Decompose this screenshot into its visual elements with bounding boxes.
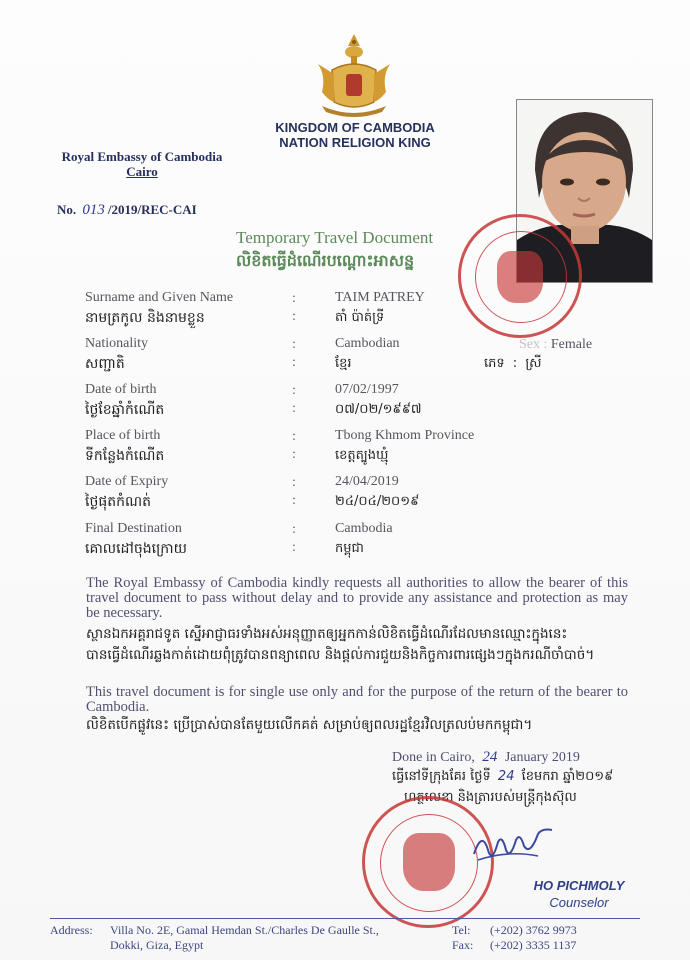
handwritten-day: 24 [482,749,498,765]
done-in-line-kh: ធ្វើនៅទីក្រុងគែរ ថ្ងៃទី 24 ខែមករា ឆ្នាំ២០១៩ [392,769,614,784]
motto-heading: NATION RELIGION KING [279,135,431,150]
address-line2: Dokki, Giza, Egypt [110,938,204,952]
embassy-name: Royal Embassy of Cambodia [61,149,223,164]
travel-document-page: KINGDOM OF CAMBODIA NATION RELIGION KING Royal Embassy of Cambodia Cairo No. 013 /2019/REC-CAI Temporary Travel Document លិខិតធ្វើដំណើរបណ្ដោះអាសន្ន Surname and Given Name នាមត្រកូល និងនាមខ្លួន : : TAIM PATREY តាំ ប៉ាត់ទ្រី Nationality សញ្ជាតិ : : Cambodian ខ្មែរ Sex : Female ភេទ : ស្រី Date of birth ថ្ងៃខែឆ្នាំកំណើត : : 07/02/1997 ០៧/០២/១៩៩៧ Place of birth ទីកន្លែងកំណើត : : Tbong Khmom Province ខេត្តត្បូងឃ្មុំ Date of Expiry ថ្ងៃផុតកំណត់ : : 24/04/2019 ២៤/០៤/២០១៩ Final Destination គោលដៅចុងក្រោយ : : Cambodia កម្ពុជា The Royal Embassy of Cambodia kindly requests all authorities to allow the bearer of this travel document to pass without delay and to provide any assistance and protection as may be necessary. ស្ថានឯកអគ្គរាជទូត ស្នើអាជ្ញាធរទាំងអស់អនុញ្ញាតឲ្យអ្នកកាន់លិខិតធ្វើដំណើរដែលមានឈ្មោះក្នុងនេះ បានធ្វើដំណើរឆ្លងកាត់ដោយពុំត្រូវបានពន្យាពេល និងផ្ដល់ការជួយនិងកិច្ចការពារផ្សេងៗក្នុងករណីចាំបាច់។ This travel document is for single use only and for the purpose of the return of the bearer to Cambodia. លិខិតបើកផ្លូវនេះ ប្រើប្រាស់បានតែមួយលើកគត់ សម្រាប់ឲ្យពលរដ្ឋខ្មែរវិលត្រលប់មកកម្ពុជា។ Done in Cairo, 24 January 2019 ធ្វើនៅទីក្រុងគែរ ថ្ងៃទី 24 ខែមករា ឆ្នាំ២០១៩ ហត្ថលេខា និងត្រារបស់មន្ត្រីកុងស៊ុល HO PICHMOLY Counselor Address: Villa No. 2E, Gamal Hemdan St./Charles De Gaulle St., Dokki, Giza, Egypt Tel: (+202) 3762 9973 Fax: (+202) 3335 1137 [0,0,690,960]
document-title-kh: លិខិតធ្វើដំណើរបណ្ដោះអាសន្ន [236,251,415,270]
kingdom-heading: KINGDOM OF CAMBODIA [275,120,435,135]
footer-address: Address: [50,923,93,937]
handwritten-ref: 013 [82,202,105,218]
address-line1: Villa No. 2E, Gamal Hemdan St./Charles De Gaulle St., [110,923,379,937]
embassy-city: Cairo [126,164,158,179]
request-paragraph-kh-line1: ស្ថានឯកអគ្គរាជទូត ស្នើអាជ្ញាធរទាំងអស់អនុញ្ញាតឲ្យអ្នកកាន់លិខិតធ្វើដំណើរដែលមានឈ្មោះក្នុងនេះ [86,626,568,642]
fax-number: (+202) 3335 1137 [490,938,577,952]
signature-title-kh: ហត្ថលេខា និងត្រារបស់មន្ត្រីកុងស៊ុល [404,790,577,805]
footer-divider [50,918,640,919]
request-paragraph-kh-line2: បានធ្វើដំណើរឆ្លងកាត់ដោយពុំត្រូវបានពន្យាពេល និងផ្ដល់ការជួយនិងកិច្ចការពារផ្សេងៗក្នុងករណីចាំបាច់។ [86,647,595,663]
done-in-line: Done in Cairo, 24 January 2019 [392,749,580,765]
phone-number: (+202) 3762 9973 [490,923,577,937]
royal-coat-of-arms-icon [308,30,400,118]
single-use-paragraph-kh: លិខិតបើកផ្លូវនេះ ប្រើប្រាស់បានតែមួយលើកគត់ សម្រាប់ឲ្យពលរដ្ឋខ្មែរវិលត្រលប់មកកម្ពុជា។ [86,717,533,733]
document-title: Temporary Travel Document [236,228,434,247]
signature-icon [468,820,558,870]
counselor-position: Counselor [549,895,609,910]
single-use-paragraph: This travel document is for single use only and for the purpose of the return of the bearer to Cambodia. [86,684,628,715]
reference-number: No. 013 /2019/REC-CAI [57,202,197,218]
footer-contact: Tel: (+202) 3762 9973 Fax: (+202) 3335 1137 [452,923,577,952]
counselor-name: HO PICHMOLY [533,878,625,893]
official-stamp-icon [458,214,582,338]
request-paragraph: The Royal Embassy of Cambodia kindly requests all authorities to allow the bearer of this travel document to pass without delay and to provide any assistance and protection as may be necessary. [86,575,628,621]
bearer-name: TAIM PATREY [335,290,425,305]
